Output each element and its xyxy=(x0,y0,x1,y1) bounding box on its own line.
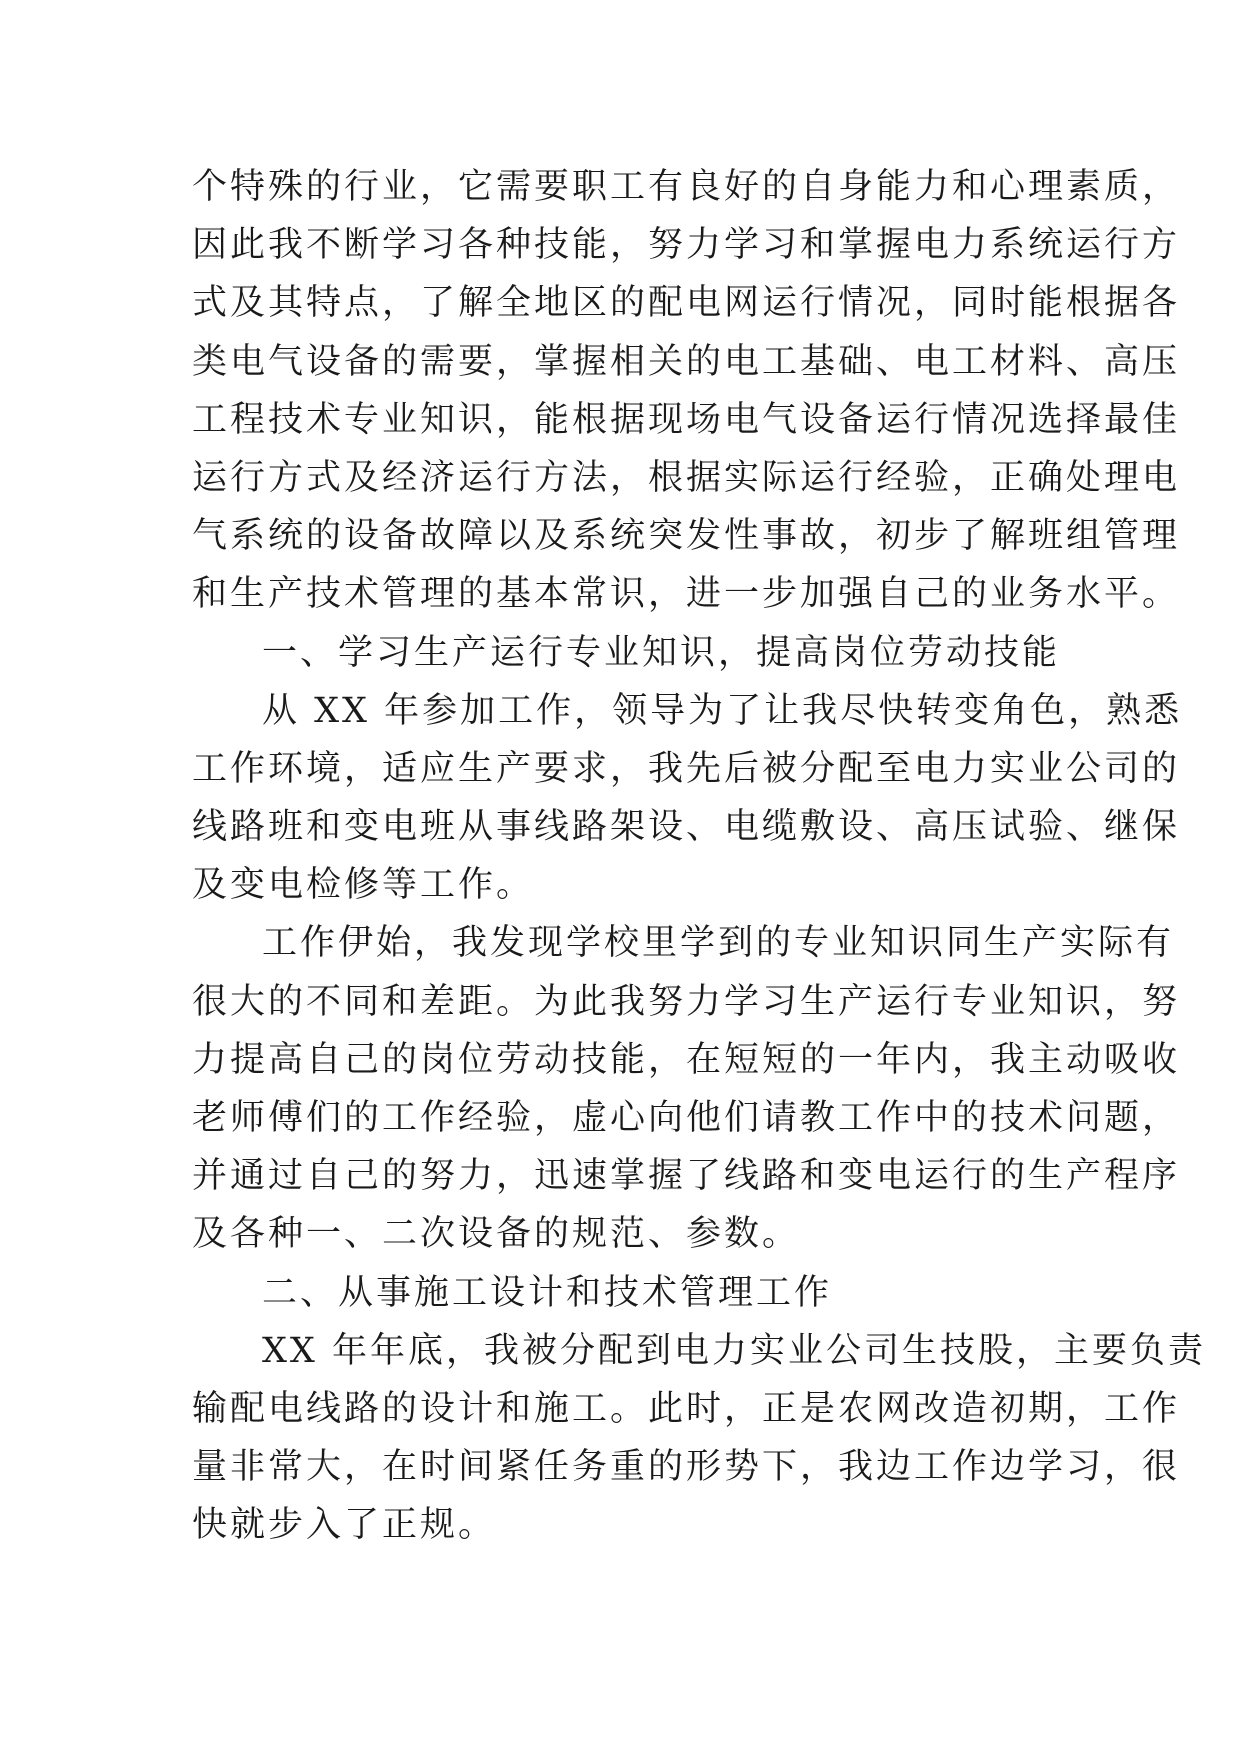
text-line: 气系统的设备故障以及系统突发性事故，初步了解班组管理 xyxy=(192,516,1181,557)
text-line: 工作伊始，我发现学校里学到的专业知识同生产实际有 xyxy=(262,923,1175,964)
text-line: 快就步入了正规。 xyxy=(192,1505,497,1546)
text-line: 老师傅们的工作经验，虚心向他们请教工作中的技术问题， xyxy=(192,1098,1181,1138)
text-line: 量非常大，在时间紧任务重的形势下，我边工作边学习，很 xyxy=(192,1447,1181,1488)
text-line: 及各种一、二次设备的规范、参数。 xyxy=(192,1214,801,1255)
text-line: 及变电检修等工作。 xyxy=(192,865,535,906)
text-line: 输配电线路的设计和施工。此时，正是农网改造初期，工作 xyxy=(192,1388,1181,1429)
text-line: 并通过自己的努力，迅速掌握了线路和变电运行的生产程序 xyxy=(192,1156,1181,1197)
text-line: 很大的不同和差距。为此我努力学习生产运行专业知识，努 xyxy=(192,981,1181,1022)
section-heading: 一、学习生产运行专业知识，提高岗位劳动技能 xyxy=(262,632,1061,673)
text-line: 和生产技术管理的基本常识，进一步加强自己的业务水平。 xyxy=(192,574,1181,615)
text-line: 运行方式及经济运行方法，根据实际运行经验，正确处理电 xyxy=(192,457,1181,498)
text-line: 工作环境，适应生产要求，我先后被分配至电力实业公司的 xyxy=(192,748,1181,789)
text-line: 从 XX 年参加工作，领导为了让我尽快转变角色，熟悉 xyxy=(262,690,1183,731)
document-body xyxy=(192,158,1206,1555)
text-line: XX 年年底，我被分配到电力实业公司生技股，主要负责 xyxy=(262,1330,1206,1371)
text-line: 类电气设备的需要，掌握相关的电工基础、电工材料、高压 xyxy=(192,341,1181,382)
text-line: 个特殊的行业，它需要职工有良好的自身能力和心理素质， xyxy=(192,167,1181,207)
text-line: 力提高自己的岗位劳动技能，在短短的一年内，我主动吸收 xyxy=(192,1039,1181,1080)
text-line: 线路班和变电班从事线路架设、电缆敷设、高压试验、继保 xyxy=(192,807,1181,848)
text-line: 式及其特点，了解全地区的配电网运行情况，同时能根据各 xyxy=(192,283,1181,324)
section-heading: 二、从事施工设计和技术管理工作 xyxy=(262,1272,833,1313)
text-line: 工程技术专业知识，能根据现场电气设备运行情况选择最佳 xyxy=(192,399,1181,440)
text-line: 因此我不断学习各种技能，努力学习和掌握电力系统运行方 xyxy=(192,225,1181,266)
